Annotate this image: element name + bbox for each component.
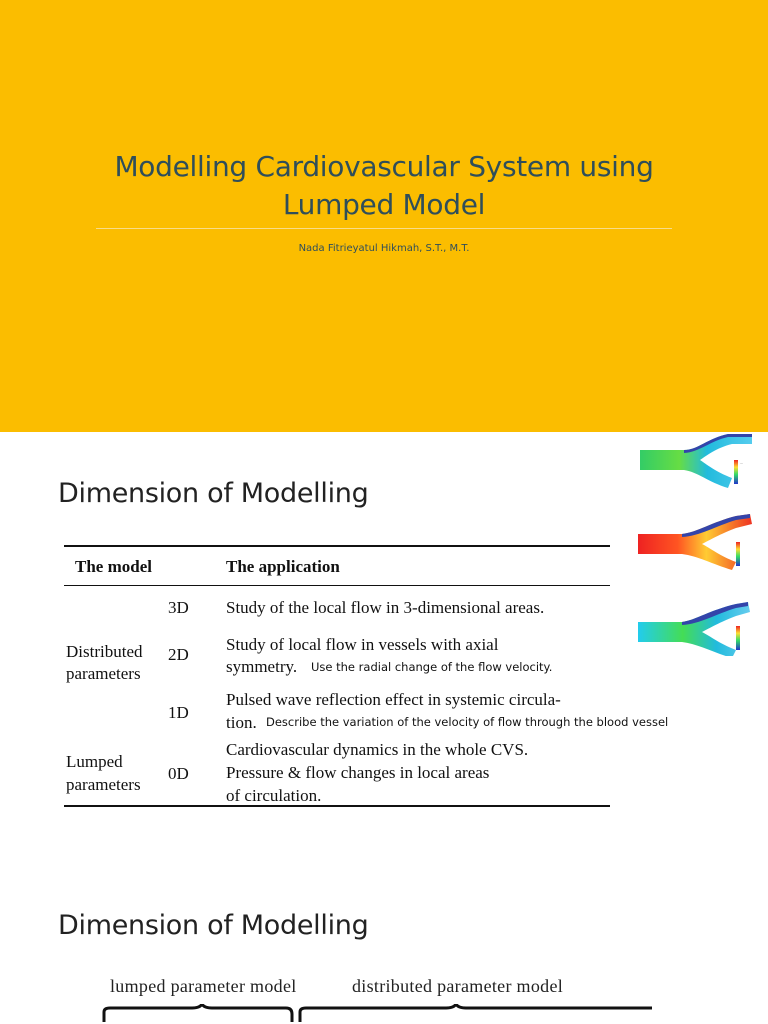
title-divider bbox=[96, 228, 672, 229]
row-2d-note: Use the radial change of the flow velocity. bbox=[311, 660, 553, 674]
header-application: The application bbox=[226, 557, 340, 576]
table-header-rule bbox=[64, 585, 610, 586]
vessel-flow-3d-icon bbox=[636, 432, 752, 488]
brace-marks bbox=[100, 1004, 660, 1024]
row-1d-app-line2: tion. bbox=[226, 713, 257, 732]
group-distributed-line2: parameters bbox=[66, 664, 141, 683]
vessel-flow-1d-icon bbox=[636, 600, 752, 656]
dimension-diagram-slide bbox=[0, 864, 768, 1024]
row-2d-app-line2: symmetry. bbox=[226, 657, 298, 676]
author-name: Nada Fitrieyatul Hikmah, S.T., M.T. bbox=[298, 243, 470, 254]
dimension-table-slide bbox=[0, 432, 768, 864]
title-slide bbox=[0, 0, 768, 432]
svg-text:—: — bbox=[740, 461, 743, 465]
table-bottom-rule bbox=[64, 805, 610, 807]
slide-heading-2: Dimension of Modelling bbox=[58, 910, 369, 941]
row-1d-dim: 1D bbox=[168, 703, 189, 722]
row-0d-app-line1: Cardiovascular dynamics in the whole CVS. bbox=[226, 740, 529, 759]
slide-heading: Dimension of Modelling bbox=[58, 478, 369, 509]
row-1d-note: Describe the variation of the velocity of flow through the blood vessel bbox=[266, 715, 669, 729]
row-3d-app: Study of the local flow in 3-dimensional areas. bbox=[226, 598, 545, 617]
slide-title-line1: Modelling Cardiovascular System using bbox=[114, 150, 654, 183]
label-lumped-parameter: lumped parameter model bbox=[110, 976, 297, 996]
label-distributed-parameter: distributed parameter model bbox=[352, 976, 564, 996]
row-1d-app-line1: Pulsed wave reflection effect in systemic circula- bbox=[226, 690, 561, 709]
vessel-flow-2d-icon bbox=[636, 514, 752, 570]
row-0d-app-line3: of circulation. bbox=[226, 786, 322, 805]
row-2d-app-line1: Study of local flow in vessels with axial bbox=[226, 635, 499, 654]
row-0d-app-line2: Pressure & flow changes in local areas bbox=[226, 763, 490, 782]
row-2d-dim: 2D bbox=[168, 645, 189, 664]
group-distributed-line1: Distributed bbox=[66, 642, 143, 661]
group-lumped-line2: parameters bbox=[66, 775, 141, 794]
row-3d-dim: 3D bbox=[168, 598, 189, 617]
group-lumped-line1: Lumped bbox=[66, 752, 123, 771]
slide-title-line2: Lumped Model bbox=[282, 188, 486, 221]
header-model: The model bbox=[75, 557, 152, 576]
row-0d-dim: 0D bbox=[168, 764, 189, 783]
slide-title bbox=[60, 148, 708, 224]
table-top-rule bbox=[64, 545, 610, 547]
